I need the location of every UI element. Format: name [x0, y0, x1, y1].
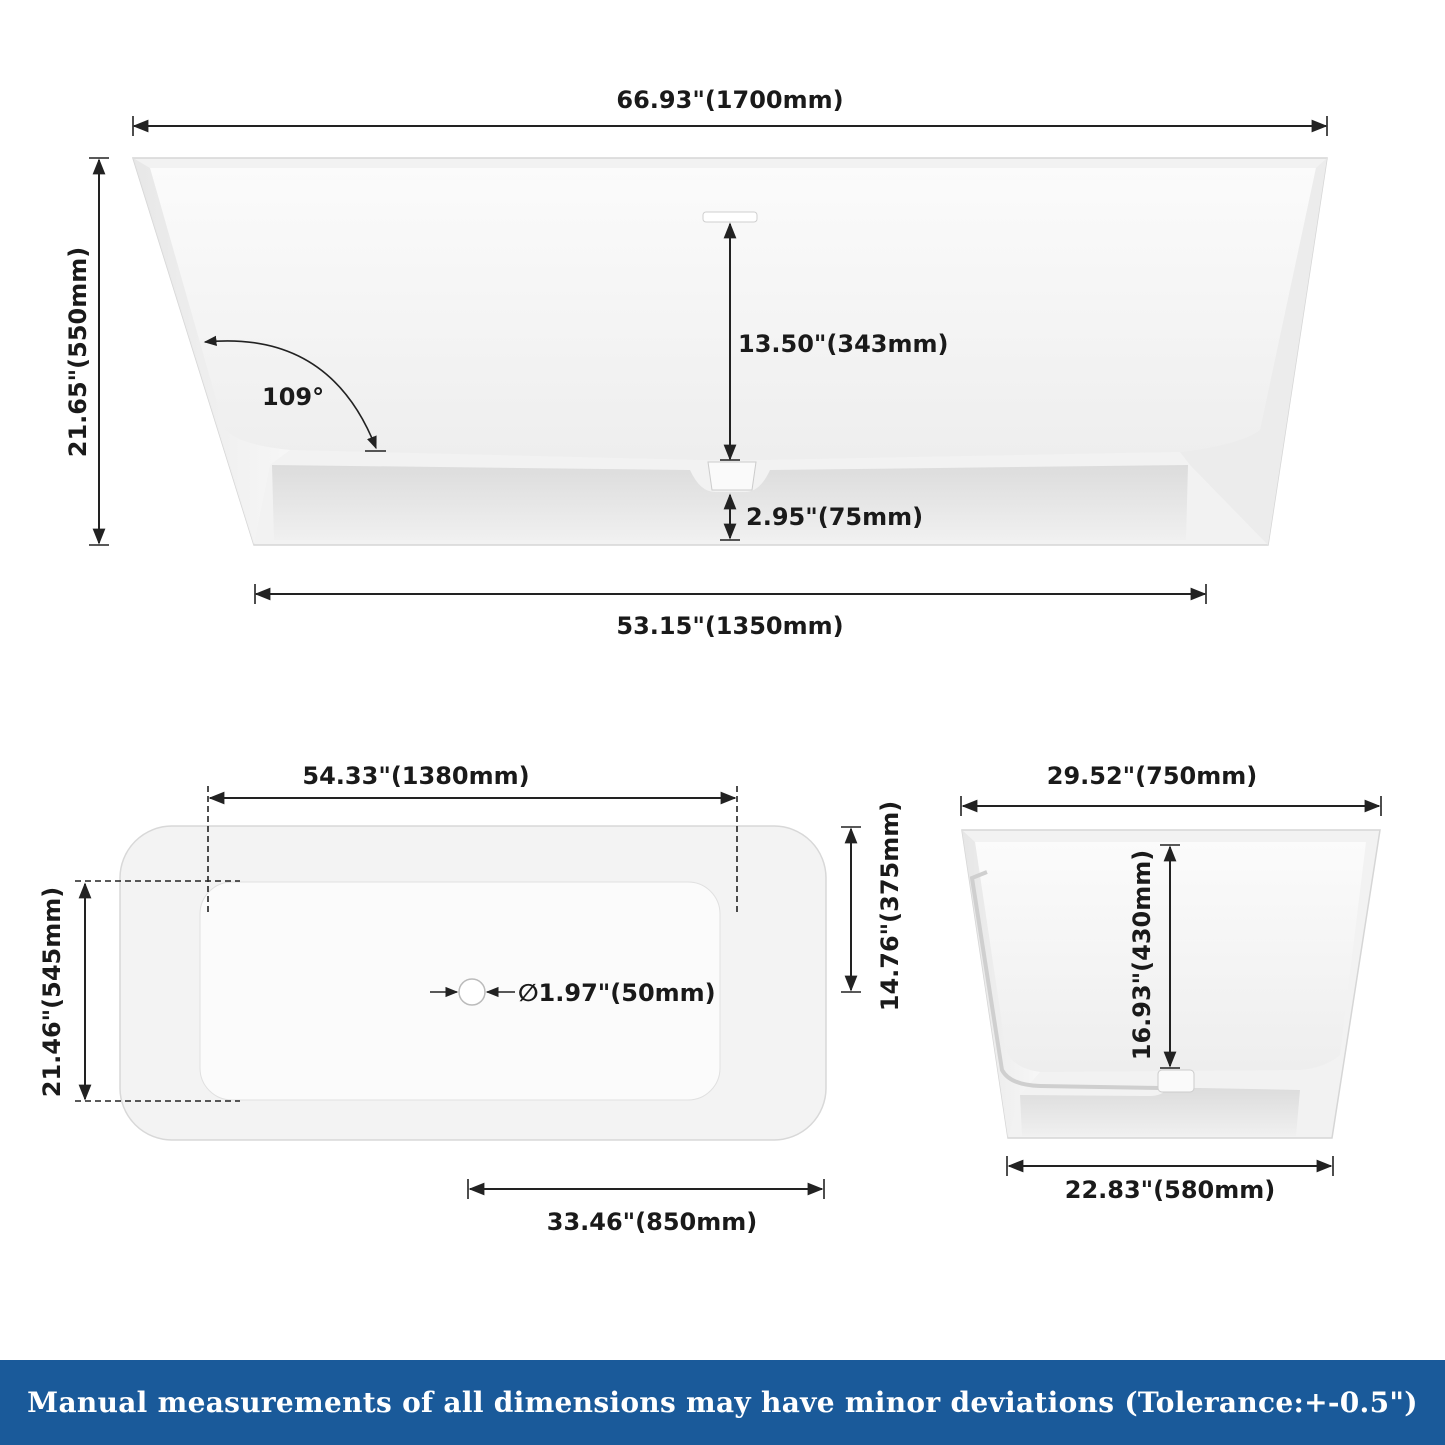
overflow-slot: [703, 212, 757, 222]
front-view: [64, 86, 1327, 640]
front-overall-width-label: 66.93"(1700mm): [616, 86, 844, 114]
angle-label: 109°: [262, 383, 325, 411]
side-base-width-label: 22.83"(580mm): [1064, 1176, 1276, 1204]
front-drain: [708, 462, 756, 490]
front-base-width-label: 53.15"(1350mm): [616, 612, 844, 640]
tolerance-banner: [0, 1360, 1445, 1445]
side-inner-depth-label: 16.93"(430mm): [1128, 849, 1156, 1061]
side-view: [961, 762, 1381, 1204]
top-drain: [459, 979, 485, 1005]
side-overall-width-label: 29.52"(750mm): [1046, 762, 1258, 790]
top-inner-length-label: 54.33"(1380mm): [302, 762, 530, 790]
top-drain-diameter-label: ∅1.97"(50mm): [518, 979, 716, 1007]
front-inner-depth-label: 13.50"(343mm): [738, 330, 949, 358]
top-inner-width-label: 21.46"(545mm): [38, 886, 66, 1098]
top-side-offset-label: 14.76"(375mm): [876, 800, 904, 1012]
top-view: [38, 762, 904, 1236]
tolerance-note: Manual measurements of all dimensions may have minor deviations (Tolerance:+-0.5"): [27, 1386, 1418, 1419]
front-base-height-label: 2.95"(75mm): [746, 503, 924, 531]
side-drain: [1158, 1070, 1194, 1092]
top-drain-offset-label: 33.46"(850mm): [546, 1208, 758, 1236]
front-height-label: 21.65"(550mm): [64, 246, 92, 458]
